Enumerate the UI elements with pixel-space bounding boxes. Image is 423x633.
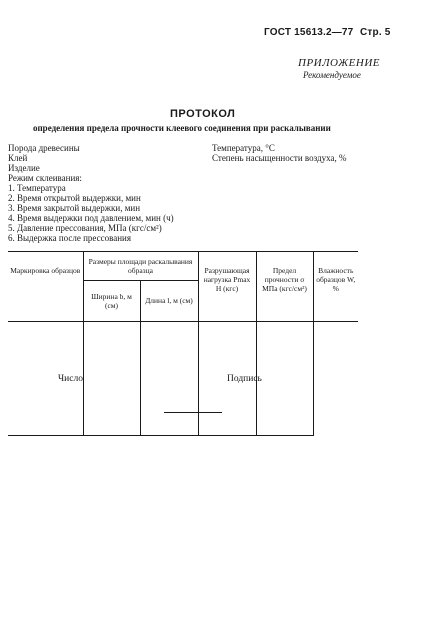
field-glue: Клей: [8, 153, 28, 163]
protocol-table: [8, 251, 358, 436]
standard-number: ГОСТ 15613.2—77: [264, 27, 354, 38]
date-label: Число: [58, 374, 83, 384]
field-product: Изделие: [8, 163, 40, 173]
divider: [164, 412, 222, 413]
mode-item: 3. Время закрытой выдержки, мин: [8, 203, 141, 213]
table-cell: [256, 322, 313, 436]
table-cell: [140, 322, 198, 436]
mode-item: 5. Давление прессования, МПа (кгс/см²): [8, 223, 162, 233]
appendix-title: ПРИЛОЖЕНИЕ: [298, 57, 380, 69]
protocol-title: ПРОТОКОЛ: [170, 108, 236, 120]
protocol-subtitle: определения предела прочности клеевого соединения при раскалывании: [33, 123, 331, 133]
page-label: Стр. 5: [360, 27, 391, 38]
header-strength: Предел прочности σ МПа (кгс/см²): [256, 252, 313, 322]
field-gluing-mode: Режим склеивания:: [8, 173, 82, 183]
mode-item: 4. Время выдержки под давлением, мин (ч): [8, 213, 174, 223]
header-marking: Маркировка образцов: [8, 252, 83, 322]
field-wood-species: Порода древесины: [8, 143, 80, 153]
field-air-saturation: Степень насыщенности воздуха, %: [212, 153, 347, 163]
header-length: Длина l, м (см): [140, 280, 198, 321]
mode-item: 6. Выдержка после прессования: [8, 233, 132, 243]
table-cell: [313, 322, 358, 436]
header-area: Размеры площади раскалывания образца: [83, 252, 198, 281]
mode-item: 1. Температура: [8, 183, 66, 193]
mode-item: 2. Время открытой выдержки, мин: [8, 193, 141, 203]
appendix-subtitle: Рекомендуемое: [303, 70, 361, 80]
signature-label: Подпись: [227, 374, 262, 384]
header-moisture: Влажность образцов W, %: [313, 252, 358, 322]
header-width: Ширина b, м (см): [83, 280, 140, 321]
header-load: Разрушающая нагрузка Pmax Н (кгс): [198, 252, 256, 322]
field-temperature: Температура, °С: [212, 143, 275, 153]
table-cell: [83, 322, 140, 436]
